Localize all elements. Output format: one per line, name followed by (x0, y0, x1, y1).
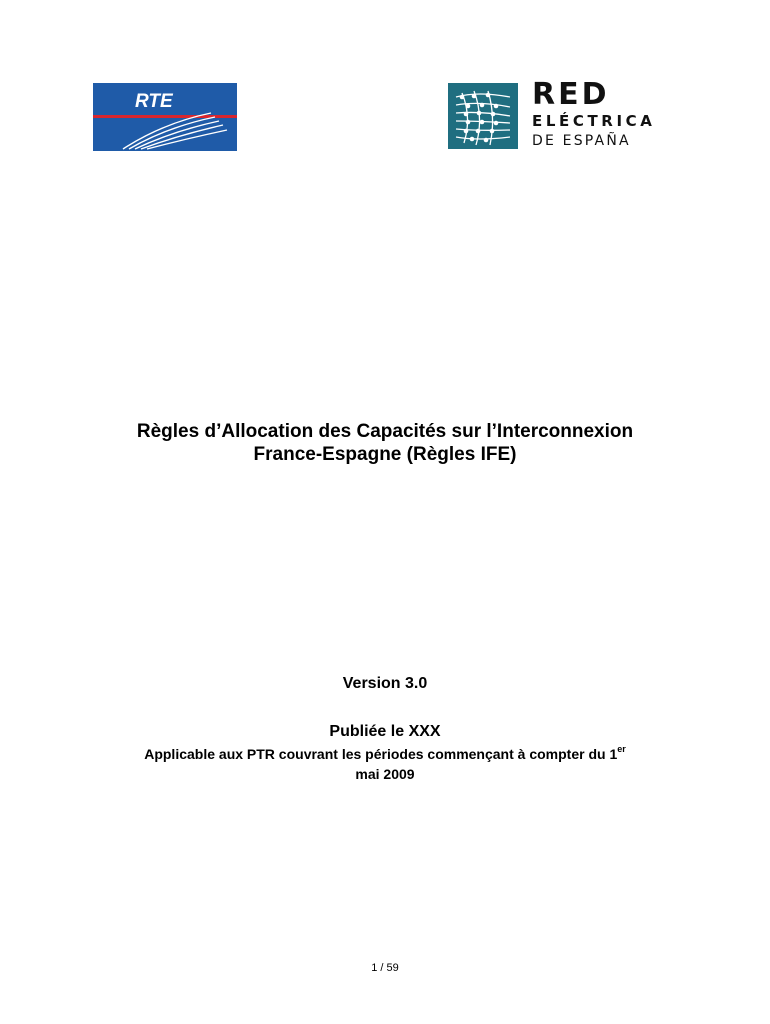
title-line1: Règles d’Allocation des Capacités sur l’Interconnexion (136, 421, 634, 442)
rte-logo (93, 83, 237, 151)
version-label: Version 3.0 (342, 675, 428, 692)
page-number: 1 / 59 (371, 962, 399, 974)
rte-logo-graphic (93, 83, 237, 151)
red-electrica-wordmark (532, 77, 692, 152)
red-electrica-logo (448, 77, 688, 152)
rte-logo-text: RTE (135, 91, 173, 112)
ree-wordmark-line2: ELÉCTRICA (532, 112, 656, 130)
published-label: Publiée le XXX (329, 723, 441, 740)
applicability-superscript: er (617, 744, 626, 754)
applicability-note (0, 744, 770, 784)
ree-wordmark-line3: DE ESPAÑA (532, 133, 631, 149)
red-electrica-mark-icon (448, 83, 518, 149)
title-line2: France-Espagne (Règles IFE) (253, 444, 517, 465)
document-title (0, 420, 770, 466)
applicability-line2: mai 2009 (355, 766, 415, 782)
ree-wordmark-line1: RED (532, 77, 610, 112)
applicability-line1 (0, 744, 770, 764)
applicability-line1-text: Applicable aux PTR couvrant les périodes commençant à compter du 1 (144, 746, 618, 762)
